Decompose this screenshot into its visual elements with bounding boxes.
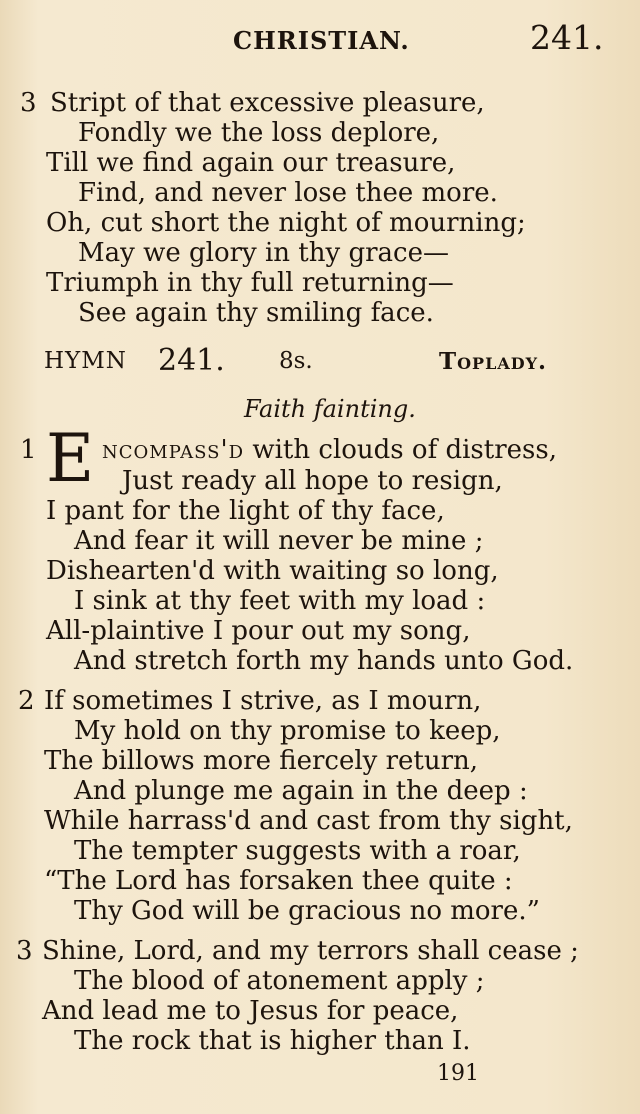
stanza-number: 3 <box>16 936 33 966</box>
verse-line: Just ready all hope to resign, <box>122 466 503 496</box>
verse-line: Stript of that excessive pleasure, <box>50 88 485 118</box>
verse-line: The tempter suggests with a roar, <box>74 836 521 866</box>
hymn-label: HYMN <box>44 348 127 374</box>
verse-line: The rock that is higher than I. <box>74 1026 471 1056</box>
running-head-title: CHRISTIAN. <box>233 26 410 55</box>
verse-line: And lead me to Jesus for peace, <box>42 996 459 1026</box>
verse-line: All-plaintive I pour out my song, <box>46 616 471 646</box>
verse-line: Thy God will be gracious no more.” <box>74 896 540 926</box>
verse-line: Shine, Lord, and my terrors shall cease ; <box>42 936 579 966</box>
verse-line: And fear it will never be mine ; <box>74 526 484 556</box>
first-line-rest: with clouds of distress, <box>244 435 557 465</box>
page-number: 241. <box>530 18 604 57</box>
verse-line: I pant for the light of thy face, <box>46 496 445 526</box>
stanza-number: 3 <box>20 88 37 118</box>
verse-line: And plunge me again in the deep : <box>74 776 528 806</box>
verse-line: My hold on thy promise to keep, <box>74 716 501 746</box>
first-word-smallcaps: ncompass'd <box>102 435 245 465</box>
hymn-number: 241. <box>158 343 225 378</box>
verse-line: While harrass'd and cast from thy sight, <box>44 806 573 836</box>
verse-line: Till we find again our treasure, <box>46 148 456 178</box>
verse-line: See again thy smiling face. <box>78 298 434 328</box>
verse-line: “The Lord has forsaken thee quite : <box>44 866 513 896</box>
verse-line: And stretch forth my hands unto God. <box>74 646 574 676</box>
drop-cap: E <box>46 420 95 497</box>
stanza-number: 1 <box>20 435 37 465</box>
verse-line: If sometimes I strive, as I mourn, <box>44 686 482 716</box>
hymn-meter: 8s. <box>279 348 313 374</box>
verse-line: The blood of atonement apply ; <box>74 966 485 996</box>
signature-mark: 191 <box>437 1061 479 1086</box>
hymn-subtitle: Faith fainting. <box>244 395 416 423</box>
verse-line: Triumph in thy full returning— <box>46 268 454 298</box>
verse-line: Dishearten'd with waiting so long, <box>46 556 499 586</box>
hymn-heading <box>44 344 574 378</box>
verse-line: Oh, cut short the night of mourning; <box>46 208 526 238</box>
hymn-author: Toplady. <box>439 348 548 375</box>
stanza-number: 2 <box>18 686 35 716</box>
verse-line: Find, and never lose thee more. <box>78 178 498 208</box>
verse-line: Fondly we the loss deplore, <box>78 118 440 148</box>
verse-line: I sink at thy feet with my load : <box>74 586 486 616</box>
verse-line: May we glory in thy grace— <box>78 238 449 268</box>
verse-line: The billows more fiercely return, <box>44 746 479 776</box>
verse-line-first <box>102 435 557 465</box>
